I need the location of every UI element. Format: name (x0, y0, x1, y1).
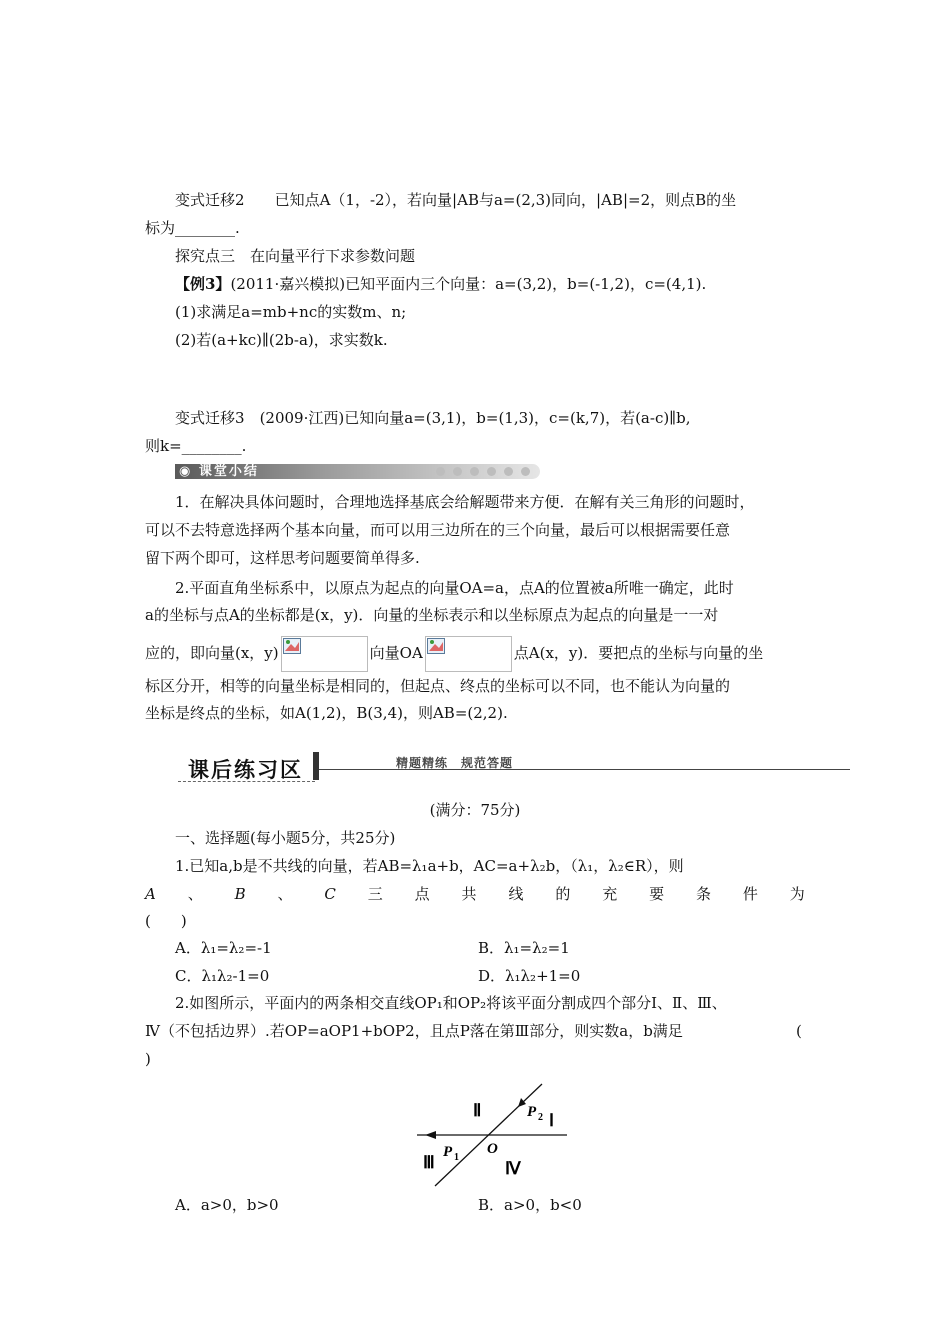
q1-line2-char: 点 (414, 885, 430, 903)
q1-option-c: C．λ₁λ₂-1=0 (175, 967, 270, 985)
q1-line2-char: B (234, 885, 246, 903)
region-3-label: Ⅲ (423, 1153, 435, 1172)
practice-banner-dash (178, 781, 315, 782)
bs3-label: 变式迁移3 (175, 409, 245, 427)
q1-line2-char: 线 (508, 885, 524, 903)
bs2-line2: 标为________. (145, 219, 240, 237)
explore3-heading: 探究点三 在向量平行下求参数问题 (175, 247, 416, 265)
broken-image-2 (425, 636, 512, 672)
region-2-label: Ⅱ (473, 1101, 482, 1120)
q1-option-a: A．λ₁=λ₂=-1 (175, 939, 272, 957)
summary-p1-l1: 1．在解决具体问题时，合理地选择基底会给解题带来方便．在解有关三角形的问题时， (175, 493, 755, 511)
q1-line3: ( ) (145, 912, 187, 930)
q1-line2-char: 共 (461, 885, 477, 903)
example3-tag: 【例3】 (175, 275, 231, 293)
p1-label: P (443, 1144, 453, 1160)
summary-p2-l3c: 点A(x，y)．要把点的坐标与向量的坐 (513, 644, 764, 662)
summary-p2-l2: a的坐标与点A的坐标都是(x，y)．向量的坐标表示和以坐标原点为起点的向量是一一对 (145, 606, 719, 624)
bs3-line2: 则k=________. (145, 437, 247, 455)
practice-tag: 精题精练 规范答题 (396, 756, 514, 770)
practice-title: 课后练习区 (188, 758, 303, 782)
q1-line2-char: 为 (789, 885, 805, 903)
q1-line2-char: 充 (602, 885, 618, 903)
region-1-label: Ⅰ (549, 1111, 555, 1130)
summary-p2-l1: 2.平面直角坐标系中，以原点为起点的向量OA=a，点A的位置被a所唯一确定，此时 (175, 579, 734, 597)
q2-line1: 2.如图所示，平面内的两条相交直线OP₁和OP₂将该平面分割成四个部分Ⅰ、Ⅱ、Ⅲ、 (175, 994, 727, 1012)
summary-p2-l3 (145, 635, 805, 672)
p2-label: P (527, 1104, 537, 1120)
example3-q1: (1)求满足a=mb+nc的实数m、n; (175, 303, 407, 321)
bs2-line1 (175, 190, 835, 210)
q1-line2-char: 、 (277, 885, 293, 903)
arrow-p2-icon (518, 1098, 526, 1107)
region-4-label: Ⅳ (505, 1159, 521, 1178)
intersecting-lines-figure (405, 1080, 580, 1190)
q1-line2-char: 三 (367, 885, 383, 903)
bs2-text: 已知点A（1，-2），若向量|AB与a=(2,3)同向，|AB|=2，则点B的坐 (274, 191, 737, 209)
q1-line2 (145, 884, 805, 904)
q1-line1: 1.已知a,b是不共线的向量，若AB=λ₁a+b，AC=a+λ₂b，（λ₁，λ₂∈R），则 (175, 857, 684, 875)
broken-image-1 (281, 636, 368, 672)
summary-banner (175, 462, 540, 482)
q1-line2-chars (145, 884, 805, 904)
p2-subscript: 2 (538, 1112, 543, 1123)
summary-p2-l4: 标区分开，相等的向量坐标是相同的，但起点、终点的坐标可以不同，也不能认为向量的 (145, 677, 731, 695)
summary-p1-l2: 可以不去特意选择两个基本向量，而可以用三边所在的三个向量，最后可以根据需要任意 (145, 521, 731, 539)
bs2-label: 变式迁移2 (175, 191, 245, 209)
q1-line2-char: 条 (696, 885, 712, 903)
arrow-p1-icon (425, 1131, 436, 1139)
example3-text: (2011·嘉兴模拟)已知平面内三个向量：a=(3,2)，b=(-1,2)，c=(4,1). (230, 275, 707, 293)
q1-line2-char: C (324, 885, 336, 903)
summary-p2-l5: 坐标是终点的坐标，如A(1,2)，B(3,4)，则AB=(2,2). (145, 704, 508, 722)
q2-paren-open: ( (796, 1022, 802, 1040)
score-line: (满分：75分) (429, 801, 521, 819)
q2-line2: Ⅳ（不包括边界）.若OP=aOP1+bOP2，且点P落在第Ⅲ部分，则实数a，b满足 (145, 1022, 683, 1040)
bs3-text: (2009·江西)已知向量a=(3,1)，b=(1,3)，c=(k,7)，若(a-c)∥b, (259, 409, 691, 427)
q1-line2-char: A (145, 885, 156, 903)
summary-p2-l3a: 应的，即向量(x，y) (145, 644, 279, 662)
q2-option-b: B．a>0，b<0 (478, 1196, 582, 1214)
summary-title: ◉ 课堂小结 (179, 464, 259, 479)
section1-heading: 一、选择题(每小题5分，共25分) (175, 829, 396, 847)
q1-option-d: D．λ₁λ₂+1=0 (478, 967, 581, 985)
example3-line (175, 274, 835, 294)
bs3-line1 (175, 408, 835, 428)
q1-line2-char: 件 (742, 885, 758, 903)
q2-option-a: A．a>0，b>0 (175, 1196, 279, 1214)
summary-p2-l3b: 向量OA (369, 644, 423, 662)
q1-line2-char: 、 (187, 885, 203, 903)
p1-subscript: 1 (454, 1152, 459, 1163)
q2-line3: ) (145, 1050, 151, 1068)
q1-line2-char: 要 (649, 885, 665, 903)
example3-q2: (2)若(a+kc)∥(2b-a)，求实数k. (175, 331, 388, 349)
practice-banner (178, 750, 850, 785)
origin-label: O (487, 1141, 498, 1157)
summary-p1-l3: 留下两个即可，这样思考问题要简单得多. (145, 549, 420, 567)
q1-line2-char: 的 (555, 885, 571, 903)
practice-banner-bar (313, 752, 319, 780)
q1-option-b: B．λ₁=λ₂=1 (478, 939, 570, 957)
summary-dots (436, 467, 530, 476)
